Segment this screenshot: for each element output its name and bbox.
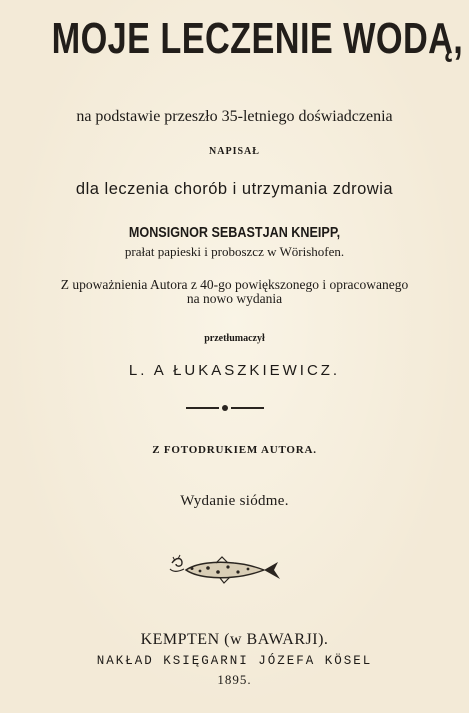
- edition-note: Wydanie siódme.: [180, 493, 289, 509]
- book-subtitle: na podstawie przeszło 35-letniego doświadczenia: [76, 108, 393, 125]
- photo-note: Z FOTODRUKIEM AUTORA.: [152, 444, 317, 456]
- author-name: MONSIGNOR SEBASTJAN KNEIPP,: [128, 224, 341, 241]
- rule-right-bar: [231, 407, 264, 409]
- translated-by-label: przetłumaczył: [204, 333, 265, 344]
- author-description: prałat papieski i proboszcz w Wörishofen.: [124, 244, 345, 259]
- publisher-name: NAKŁAD KSIĘGARNI JÓZEFA KÖSEL: [96, 654, 373, 668]
- rule-center-dot: [222, 405, 228, 411]
- written-by-label: NAPISAŁ: [209, 146, 260, 157]
- authorization-line-1: Z upoważnienia Autora z 40-go powiększonego i opracowanego: [60, 277, 409, 292]
- rule-left-bar: [186, 407, 219, 409]
- book-title: MOJE LECZENIE WODĄ,: [51, 14, 464, 63]
- fish-vignette-icon: [168, 553, 284, 587]
- decorative-rule: [186, 405, 264, 411]
- authorization-line-2: na nowo wydania: [186, 291, 283, 306]
- book-purpose: dla leczenia chorób i utrzymania zdrowia: [75, 180, 394, 198]
- publication-place: KEMPTEN (w BAWARJI).: [140, 631, 329, 648]
- publication-year: 1895.: [217, 672, 252, 687]
- translator-name: L. A ŁUKASZKIEWICZ.: [128, 362, 341, 379]
